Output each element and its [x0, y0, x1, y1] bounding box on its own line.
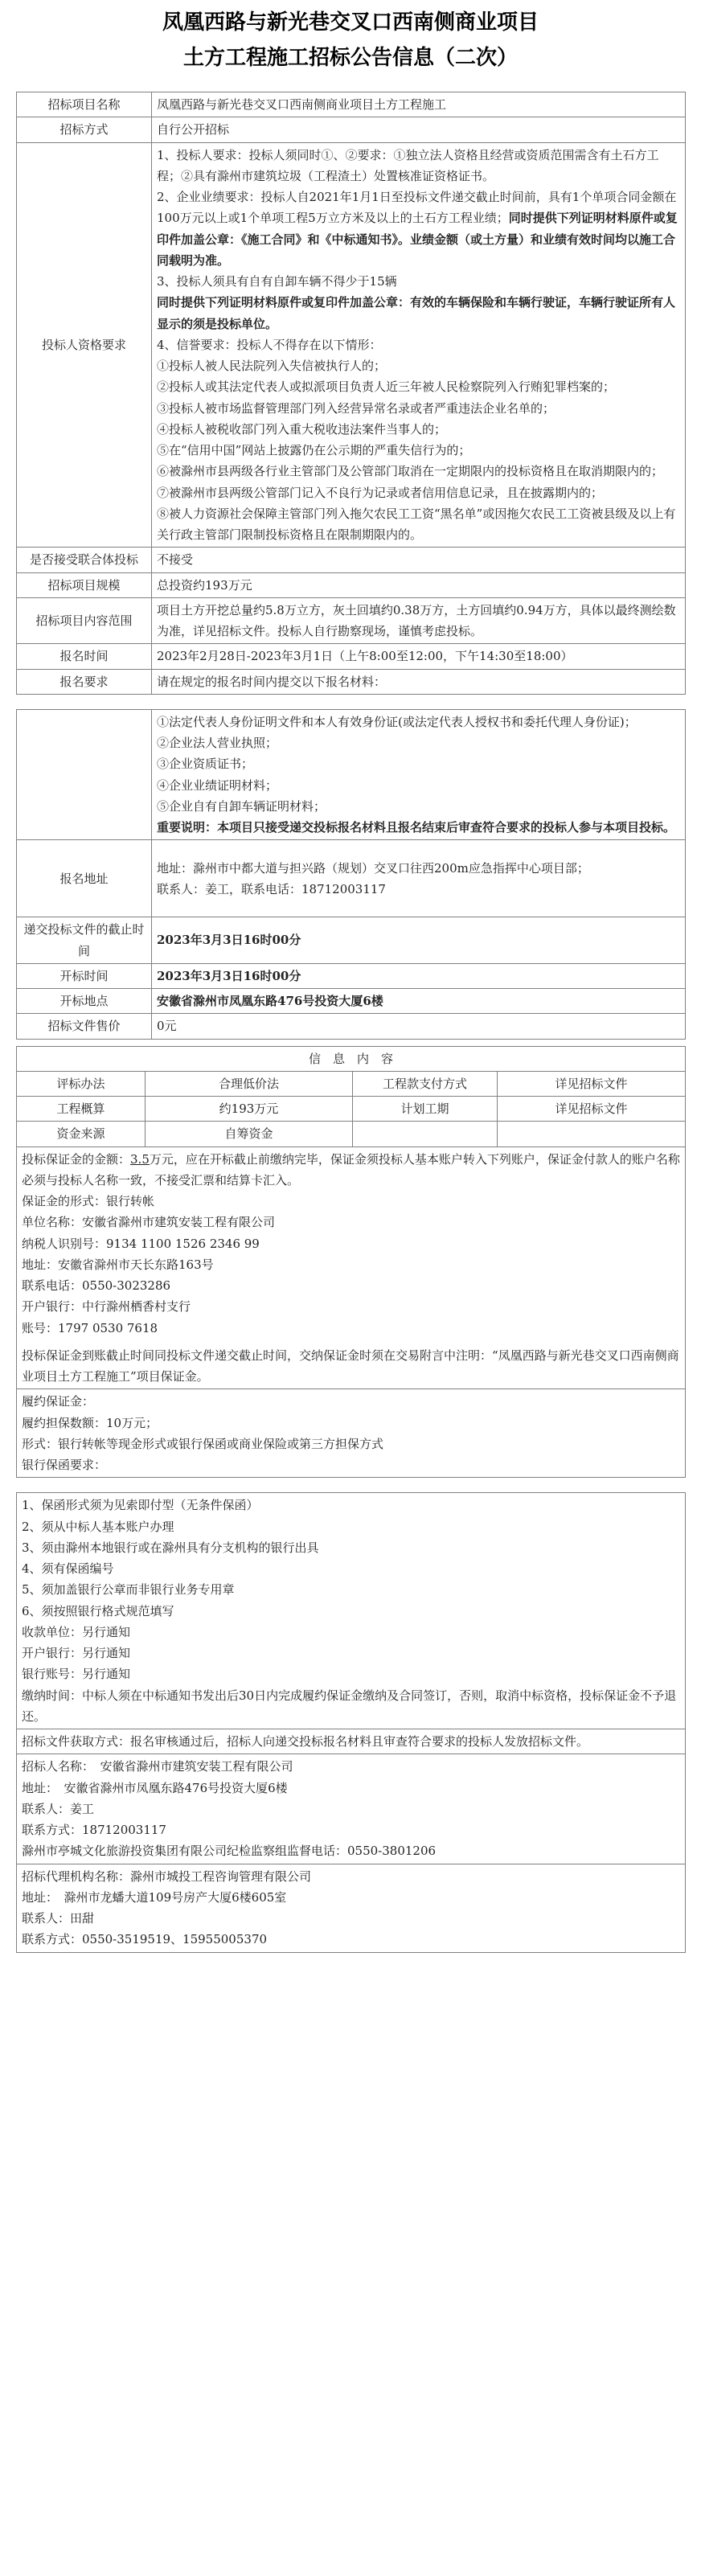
- row-deadline: [17, 917, 686, 964]
- info-header-row: [17, 1046, 686, 1071]
- material-1: ①法定代表人身份证明文件和本人有效身份证(或法定代表人授权书和委托代理人身份证)；: [157, 714, 637, 729]
- supervise-phone: 滁州市亭城文化旅游投资集团有限公司纪检监察组监督电话：0550-3801206: [22, 1844, 437, 1859]
- row-materials: [17, 709, 686, 840]
- spacer: [16, 695, 685, 709]
- tenderer-cell: [17, 1754, 686, 1864]
- info-cell: 自筹资金: [146, 1122, 353, 1146]
- agent-row: [17, 1864, 686, 1952]
- important-note: 重要说明：本项目只接受递交投标报名材料且报名结束后审查符合要求的投标人参与本项目投标。: [157, 820, 676, 835]
- deposit-form: 保证金的形式：银行转帐: [22, 1194, 155, 1208]
- credit-item-2: ②投标人或其法定代表人或拟派项目负责人近三年被人民检察院列入行贿犯罪档案的；: [157, 379, 616, 395]
- open-place-value: 安徽省滁州市凤凰东路476号投资大厦6楼: [152, 989, 686, 1014]
- agent-addr: 地址： 滁州市龙蟠大道109号房产大厦6楼605室: [22, 1889, 287, 1905]
- agent-phone: 联系方式：0550-3519519、15955005370: [22, 1932, 268, 1947]
- deposit-unit: 单位名称：安徽省滁州市建筑安装工程有限公司: [22, 1215, 276, 1230]
- payee-bank: 开户银行：另行通知: [22, 1646, 131, 1660]
- content-value: 项目土方开挖总量约5.8万立方，灰土回填约0.38万方，土方回填约0.94万方，具体以最终测绘数为准，详见招标文件。投标人自行勘察现场，谨慎考虑投标。: [152, 597, 686, 644]
- qual-item-2: [157, 187, 680, 271]
- row-address: [17, 840, 686, 917]
- project-name-label: 招标项目名称: [17, 92, 152, 117]
- info-cell: 工程概算: [17, 1097, 146, 1122]
- signup-req-value: 请在规定的报名时间内提交以下报名材料：: [152, 669, 686, 694]
- payee: 收款单位：另行通知: [22, 1624, 131, 1639]
- performance-form: 形式：银行转帐等现金形式或银行保函或商业保险或第三方担保方式: [22, 1436, 384, 1451]
- row-open-time: [17, 963, 686, 988]
- guarantee-item: 6、须按照银行格式规范填写: [22, 1603, 174, 1618]
- deposit-note: 投标保证金到账截止时间同投标文件递交截止时间，交纳保证金时须在交易附言中注明：“凤凰西路与新光巷交叉口西南侧商业项目土方工程施工”项目保证金。: [22, 1347, 679, 1384]
- qualification-label: 投标人资格要求: [17, 142, 152, 548]
- guarantee-table: [16, 1492, 686, 1952]
- credit-item-7: ⑦被滁州市县两级公管部门记入不良行为记录或者信用信息记录，且在披露期内的；: [157, 485, 604, 500]
- qual-item-2-bold: 同时提供下列证明材料原件或复印件加盖公章：《施工合同》和《中标通知书》。业绩金额（或土方量）和业绩有效时间均以施工合同载明为准。: [157, 211, 678, 268]
- qual-item-1: 1、投标人要求：投标人须同时①、②要求：①独立法人资格且经营或资质范围需含有土石方工程；②具有滁州市建筑垃圾（工程渣土）处置核准证资格证书。: [157, 147, 659, 183]
- row-price: [17, 1014, 686, 1039]
- info-row-1: [17, 1071, 686, 1096]
- qual-item-4: 4、信誉要求：投标人不得存在以下情形：: [157, 337, 382, 352]
- agent-cell: [17, 1864, 686, 1952]
- material-2: ②企业法人营业执照；: [157, 736, 278, 750]
- address-value: [152, 840, 686, 917]
- guarantee-item: 1、保函形式须为见索即付型（无条件保函）: [22, 1498, 259, 1513]
- scale-label: 招标项目规模: [17, 572, 152, 597]
- credit-item-8: ⑧被人力资源社会保障主管部门列入拖欠农民工工资“黑名单”或因拖欠农民工工资被县级及以上有关行政主管部门限制投标资格且在限制期限内的。: [157, 506, 676, 542]
- page-title-line2: 土方工程施工招标公告信息（二次）: [182, 46, 518, 70]
- method-value: 自行公开招标: [152, 117, 686, 142]
- guarantee-item: 3、须由滁州本地银行或在滁州具有分支机构的银行出具: [22, 1540, 319, 1555]
- method-label: 招标方式: [17, 117, 152, 142]
- materials-value: [152, 709, 686, 840]
- deposit-row: [17, 1146, 686, 1389]
- guarantee-item: 2、须从中标人基本账户办理: [22, 1519, 174, 1534]
- scale-value: 总投资约193万元: [152, 572, 686, 597]
- info-cell: 资金来源: [17, 1122, 146, 1146]
- material-4: ④企业业绩证明材料；: [157, 777, 278, 793]
- agent-contact: 联系人：田甜: [22, 1911, 95, 1926]
- price-label: 招标文件售价: [17, 1014, 152, 1039]
- deposit-phone: 联系电话：0550-3023286: [22, 1278, 171, 1293]
- info-table: [16, 1046, 686, 1479]
- deposit-bank: 开户银行：中行滁州栖香村支行: [22, 1299, 191, 1315]
- project-name-value: 凤凰西路与新光巷交叉口西南侧商业项目土方工程施工: [152, 92, 686, 117]
- row-scale: [17, 572, 686, 597]
- tenderer-contact: 联系人：姜工: [22, 1801, 95, 1816]
- row-qualification: [17, 142, 686, 548]
- tenderer-name: 招标人名称： 安徽省滁州市建筑安装工程有限公司: [22, 1759, 293, 1774]
- info-cell: 详见招标文件: [498, 1071, 686, 1096]
- material-3: ③企业资质证书；: [157, 757, 254, 772]
- performance-cell: [17, 1389, 686, 1478]
- open-time-value: 2023年3月3日16时00分: [152, 963, 686, 988]
- deposit-amount-line: [22, 1149, 680, 1192]
- credit-item-3: ③投标人被市场监督管理部门列入经营异常名录或者严重违法企业名单的；: [157, 400, 555, 416]
- deposit-amount: 3.5: [130, 1151, 150, 1167]
- performance-bank-req: 银行保函要求：: [22, 1458, 107, 1472]
- guarantee-cell: [17, 1493, 686, 1729]
- info-header: 信 息 内 容: [17, 1046, 686, 1071]
- row-signup-time: [17, 644, 686, 669]
- tenderer-addr: 地址： 安徽省滁州市凤凰东路476号投资大厦6楼: [22, 1780, 288, 1795]
- deadline-value: 2023年3月3日16时00分: [152, 917, 686, 964]
- info-cell: 合理低价法: [146, 1071, 353, 1096]
- open-place-label: 开标地点: [17, 989, 152, 1014]
- payment-time: 缴纳时间：中标人须在中标通知书发出后30日内完成履约保证金缴纳及合同签订，否则，取消中标资格，投标保证金不予退还。: [22, 1688, 677, 1724]
- info-cell: 工程款支付方式: [353, 1071, 498, 1096]
- info-row-3: [17, 1122, 686, 1146]
- spacer: [16, 1478, 685, 1492]
- row-open-place: [17, 989, 686, 1014]
- signup-table: [16, 709, 686, 1040]
- deposit-tax: 纳税人识别号：9134 1100 1526 2346 99: [22, 1236, 260, 1251]
- guarantee-row: [17, 1493, 686, 1729]
- deposit-account: 账号：1797 0530 7618: [22, 1320, 158, 1335]
- credit-item-6: ⑥被滁州市县两级各行业主管部门及公管部门取消在一定期限内的投标资格且在取消期限内的；: [157, 464, 664, 479]
- info-cell: 计划工期: [353, 1097, 498, 1122]
- row-content: [17, 597, 686, 644]
- info-cell: [353, 1122, 498, 1146]
- qual-item-2-text: 2、企业业绩要求：投标人自2021年1月1日至投标文件递交截止时间前，具有1个单项合同金额在100万元以上或1个单项工程5万立方米及以上的土石方工程业绩；: [157, 190, 677, 226]
- row-signup-req: [17, 669, 686, 694]
- spacer: [16, 1040, 685, 1046]
- deposit-suffix: 万元，应在开标截止前缴纳完毕，保证金须投标人基本账户转入下列账户，保证金付款人的账户名称必须与投标人名称一致，不接受汇票和结算卡汇入。: [22, 1151, 680, 1188]
- qual-item-3-bold: 同时提供下列证明材料原件或复印件加盖公章：有效的车辆保险和车辆行驶证，车辆行驶证所有人显示的须是投标单位。: [157, 295, 676, 331]
- material-5: ⑤企业自有自卸车辆证明材料；: [157, 798, 326, 814]
- obtain-cell: 招标文件获取方式：报名审核通过后，招标人向递交投标报名材料且审查符合要求的投标人发放招标文件。: [17, 1729, 686, 1754]
- deadline-label: 递交投标文件的截止时间: [17, 917, 152, 964]
- row-consortium: [17, 548, 686, 572]
- address-label: 报名地址: [17, 840, 152, 917]
- qual-item-3: 3、投标人须具有自有自卸车辆不得少于15辆: [157, 274, 397, 289]
- tenderer-row: [17, 1754, 686, 1864]
- payee-account: 银行账号：另行通知: [22, 1667, 131, 1682]
- consortium-value: 不接受: [152, 548, 686, 572]
- info-cell: 约193万元: [146, 1097, 353, 1122]
- credit-item-4: ④投标人被税收部门列入重大税收违法案件当事人的；: [157, 421, 447, 437]
- info-row-2: [17, 1097, 686, 1122]
- content-label: 招标项目内容范围: [17, 597, 152, 644]
- guarantee-item: 4、须有保函编号: [22, 1561, 114, 1576]
- performance-title: 履约保证金：: [22, 1394, 95, 1409]
- info-cell: [498, 1122, 686, 1146]
- open-time-label: 开标时间: [17, 963, 152, 988]
- credit-item-5: ⑤在“信用中国”网站上披露仍在公示期的严重失信行为的；: [157, 443, 471, 457]
- address-line1: 地址：滁州市中都大道与担兴路（规划）交叉口往西200m应急指挥中心项目部；: [157, 860, 589, 876]
- address-line2: 联系人：姜工，联系电话：18712003117: [157, 881, 386, 896]
- row-method: [17, 117, 686, 142]
- row-project-name: [17, 92, 686, 117]
- tenderer-phone: 联系方式：18712003117: [22, 1823, 166, 1837]
- guarantee-item: 5、须加盖银行公章而非银行业务专用章: [22, 1582, 235, 1598]
- materials-label-empty: [17, 709, 152, 840]
- info-cell: 评标办法: [17, 1071, 146, 1096]
- agent-name: 招标代理机构名称：滁州市城投工程咨询管理有限公司: [22, 1868, 312, 1884]
- obtain-row: [17, 1729, 686, 1754]
- consortium-label: 是否接受联合体投标: [17, 548, 152, 572]
- info-cell: 详见招标文件: [498, 1097, 686, 1122]
- deposit-cell: [17, 1146, 686, 1389]
- performance-row: [17, 1389, 686, 1478]
- signup-time-value: 2023年2月28日-2023年3月1日（上午8:00至12:00，下午14:30至18:00）: [152, 644, 686, 669]
- signup-time-label: 报名时间: [17, 644, 152, 669]
- qualification-value: [152, 142, 686, 548]
- page-title-line1: 凤凰西路与新光巷交叉口西南侧商业项目: [162, 10, 539, 35]
- performance-amount: 履约担保数额：10万元；: [22, 1415, 158, 1430]
- price-value: 0元: [152, 1014, 686, 1039]
- deposit-prefix: 投标保证金的金额：: [22, 1151, 131, 1167]
- signup-req-label: 报名要求: [17, 669, 152, 694]
- credit-item-1: ①投标人被人民法院列入失信被执行人的；: [157, 359, 387, 373]
- tender-info-table: [16, 92, 686, 695]
- deposit-addr: 地址：安徽省滁州市天长东路163号: [22, 1257, 214, 1272]
